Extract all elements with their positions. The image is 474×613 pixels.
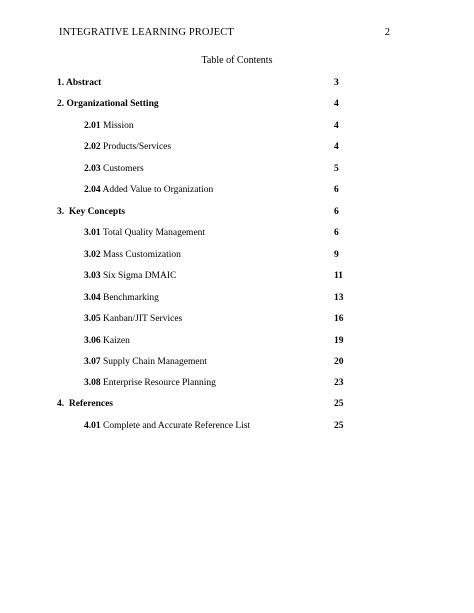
toc-entry-label: Kaizen [100, 336, 130, 346]
toc-entry-label: Mass Customization [100, 250, 181, 260]
toc-entry-label: Kanban/JIT Services [100, 314, 183, 324]
toc-entry-mass-customization[interactable] [84, 248, 181, 262]
toc-entry-number: 2.04 [84, 185, 101, 195]
toc-entry-number: 4.01 [84, 421, 101, 431]
toc-entry-label: . Organizational Setting [61, 99, 159, 109]
toc-entry-number: 2 [57, 99, 62, 109]
toc-entry-label: Complete and Accurate Reference List [100, 421, 251, 431]
toc-title: Table of Contents [201, 55, 273, 66]
toc-entry-customers[interactable] [84, 162, 144, 176]
toc-entry-page: 25 [334, 421, 344, 431]
toc-entry-page: 11 [334, 271, 343, 281]
toc-entry-label: Benchmarking [100, 293, 159, 303]
running-head: INTEGRATIVE LEARNING PROJECT [59, 27, 234, 38]
toc-entry-kaizen[interactable] [84, 334, 130, 348]
toc-entry-six-sigma[interactable] [84, 269, 176, 283]
toc-entry-label: Added Value to Organization [100, 185, 214, 195]
toc-entry-label: Supply Chain Management [100, 357, 207, 367]
toc-entry-label: Mission [100, 121, 134, 131]
toc-entry-label: Customers [100, 164, 144, 174]
toc-entry-number: 3.08 [84, 378, 101, 388]
toc-entry-number: 3.06 [84, 336, 101, 346]
toc-entry-label: Total Quality Management [100, 228, 206, 238]
toc-entry-page: 13 [334, 293, 344, 303]
toc-entry-page: 6 [334, 207, 339, 217]
toc-entry-references[interactable] [57, 397, 113, 411]
toc-entry-label: Products/Services [100, 142, 172, 152]
toc-entry-page: 16 [334, 314, 344, 324]
toc-entry-organizational-setting[interactable] [57, 97, 159, 111]
toc-entry-page: 6 [334, 228, 339, 238]
toc-entry-page: 4 [334, 142, 339, 152]
toc-entry-page: 23 [334, 378, 344, 388]
toc-entry-page: 9 [334, 250, 339, 260]
toc-entry-page: 19 [334, 336, 344, 346]
toc-entry-reference-list[interactable] [84, 419, 250, 433]
toc-entry-page: 4 [334, 121, 339, 131]
toc-entry-number: 1. [57, 78, 65, 88]
toc-entry-number: 3.04 [84, 293, 101, 303]
toc-entry-number: 3.03 [84, 271, 101, 281]
toc-entry-page: 20 [334, 357, 344, 367]
page-number: 2 [384, 27, 390, 38]
toc-entry-number: 2.02 [84, 142, 101, 152]
toc-entry-label: Key Concepts [64, 207, 126, 217]
toc-entry-page: 6 [334, 185, 339, 195]
toc-entry-page: 4 [334, 99, 339, 109]
toc-entry-abstract[interactable] [57, 76, 101, 90]
toc-entry-benchmarking[interactable] [84, 291, 159, 305]
toc-entry-number: 3.02 [84, 250, 101, 260]
toc-entry-page: 3 [334, 78, 339, 88]
toc-entry-erp[interactable] [84, 376, 216, 390]
toc-entry-label: Six Sigma DMAIC [100, 271, 177, 281]
toc-entry-number: 4. [57, 399, 65, 409]
toc-entry-number: 3. [57, 207, 65, 217]
toc-entry-added-value[interactable] [84, 183, 213, 197]
toc-entry-mission[interactable] [84, 119, 134, 133]
toc-entry-label: Enterprise Resource Planning [100, 378, 216, 388]
toc-entry-number: 3.07 [84, 357, 101, 367]
toc-entry-number: 3.01 [84, 228, 101, 238]
toc-entry-kanban-jit[interactable] [84, 312, 182, 326]
toc-entry-products-services[interactable] [84, 140, 171, 154]
toc-entry-supply-chain[interactable] [84, 355, 207, 369]
toc-entry-tqm[interactable] [84, 226, 205, 240]
toc-entry-label: References [64, 399, 114, 409]
toc-entry-key-concepts[interactable] [57, 205, 125, 219]
toc-entry-label: Abstract [64, 78, 102, 88]
toc-entry-number: 2.03 [84, 164, 101, 174]
toc-entry-number: 2.01 [84, 121, 101, 131]
toc-entry-number: 3.05 [84, 314, 101, 324]
toc-entry-page: 25 [334, 399, 344, 409]
toc-entry-page: 5 [334, 164, 339, 174]
